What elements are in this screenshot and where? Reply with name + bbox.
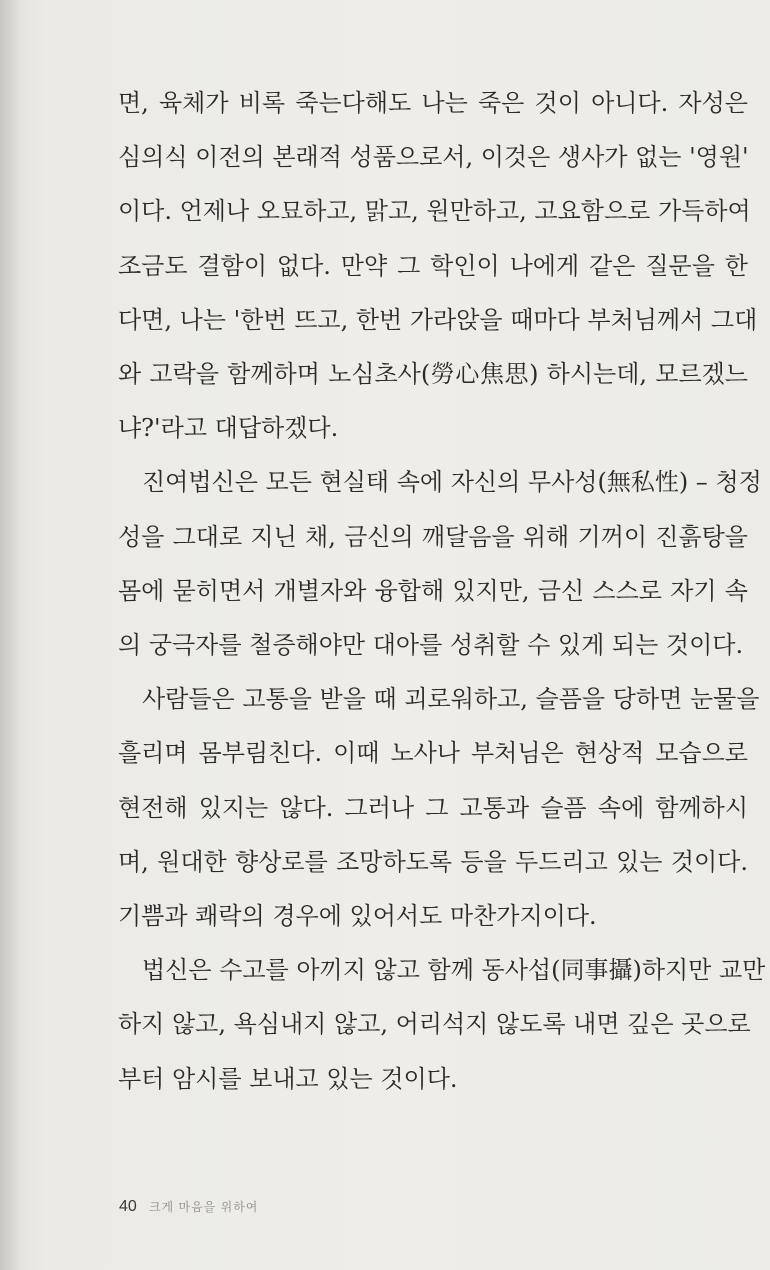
text-line: 와 고락을 함께하며 노심초사(勞心焦思) 하시는데, 모르겠느 — [118, 360, 748, 389]
text-line: 다면, 나는 '한번 뜨고, 한번 가라앉을 때마다 부처님께서 그대 — [118, 305, 758, 334]
text-line: 법신은 수고를 아끼지 않고 함께 동사섭(同事攝)하지만 교만 — [142, 956, 766, 985]
text-line: 면, 육체가 비록 죽는다해도 나는 죽은 것이 아니다. 자성은 — [118, 89, 748, 117]
text-line: 냐?'라고 대답하겠다. — [118, 414, 339, 443]
paragraph-2 — [118, 455, 762, 672]
text-line: 몸에 묻히면서 개별자와 융합해 있지만, 금신 스스로 자기 속 — [118, 576, 748, 605]
text-line: 하지 않고, 욕심내지 않고, 어리석지 않도록 내면 깊은 곳으로 — [118, 1010, 751, 1039]
text-line: 성을 그대로 지닌 채, 금신의 깨달음을 위해 기꺼이 진흙탕을 — [118, 522, 748, 551]
page-number: 40 — [119, 1198, 137, 1215]
text-line: 진여법신은 모든 현실태 속에 자신의 무사성(無私性) – 청정 — [142, 468, 762, 497]
text-line: 조금도 결함이 없다. 만약 그 학인이 나에게 같은 질문을 한 — [118, 251, 748, 280]
text-line: 이다. 언제나 오묘하고, 맑고, 원만하고, 고요함으로 가득하여 — [118, 197, 751, 226]
text-line: 현전해 있지는 않다. 그러나 그 고통과 슬픔 속에 함께하시 — [118, 793, 748, 822]
text-line: 며, 원대한 향상로를 조망하도록 등을 두드리고 있는 것이다. — [118, 847, 748, 876]
text-line: 사람들은 고통을 받을 때 괴로워하고, 슬픔을 당하면 눈물을 — [142, 685, 760, 714]
spine-shadow — [0, 0, 22, 1270]
paragraph-3 — [118, 672, 760, 943]
running-title: 크게 마음을 위하여 — [148, 1200, 259, 1214]
text-line: 흘리며 몸부림친다. 이때 노사나 부처님은 현상적 모습으로 — [118, 739, 748, 768]
text-line: 기쁨과 쾌락의 경우에 있어서도 마찬가지이다. — [118, 902, 597, 931]
text-line: 심의식 이전의 본래적 성품으로서, 이것은 생사가 없는 '영원' — [118, 143, 749, 172]
page-footer — [119, 1198, 258, 1216]
text-line: 부터 암시를 보내고 있는 것이다. — [118, 1064, 458, 1093]
text-line: 의 궁극자를 철증해야만 대아를 성취할 수 있게 되는 것이다. — [118, 631, 744, 660]
paragraph-4 — [118, 943, 766, 1106]
paragraph-1 — [118, 76, 758, 455]
body-text — [118, 76, 766, 1106]
